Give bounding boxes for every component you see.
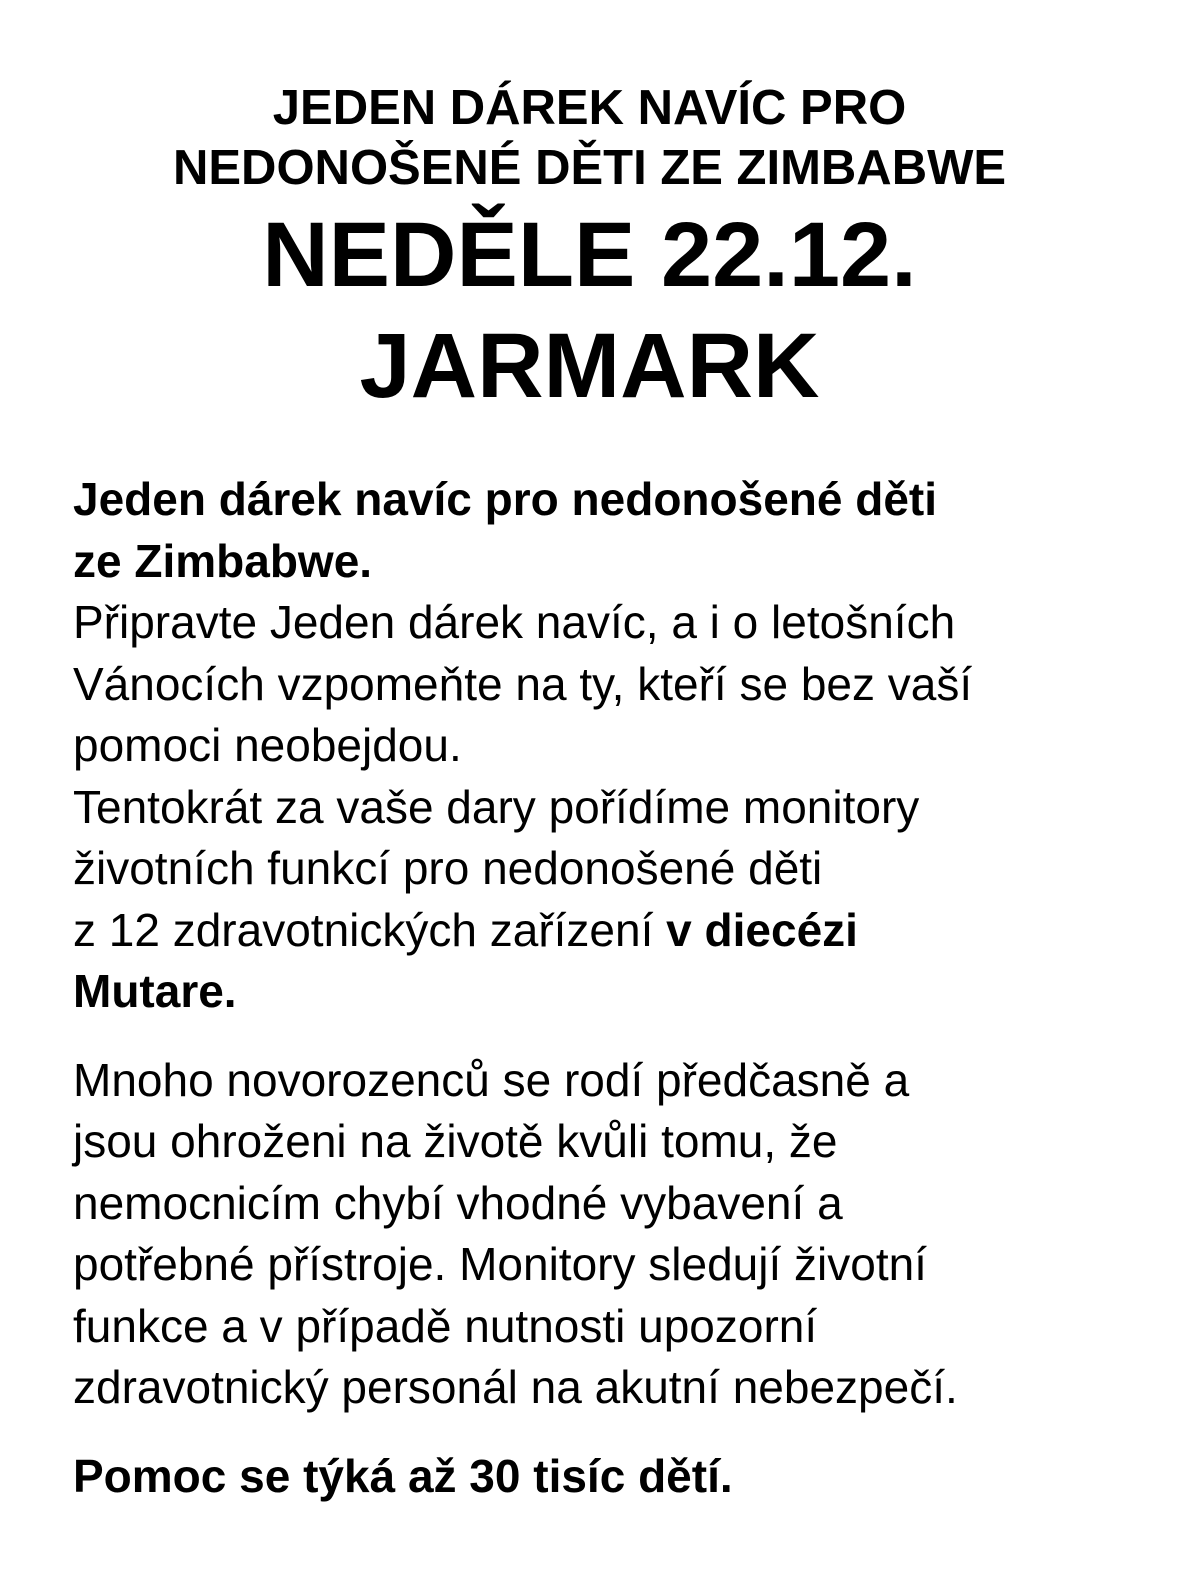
poster-header bbox=[0, 78, 1179, 422]
intro-text-line-4: Tentokrát za vaše dary pořídíme monitory bbox=[73, 780, 920, 833]
details-line-4: potřebné přístroje. Monitory sledují životní bbox=[73, 1238, 927, 1290]
intro-heading-line-2: ze Zimbabwe. bbox=[73, 534, 373, 587]
intro-text-line-1: Připravte Jeden dárek navíc, a i o letošních bbox=[73, 596, 956, 648]
intro-text-line-6-bold: v diecézi bbox=[666, 903, 858, 956]
intro-text-line-7: Mutare. bbox=[73, 965, 237, 1017]
details-line-3: nemocnicím chybí vhodné vybavení a bbox=[73, 1176, 843, 1229]
title-line-1: JEDEN DÁREK NAVÍC PRO bbox=[272, 81, 907, 135]
poster-body bbox=[73, 469, 1133, 1507]
paragraph-gap-2 bbox=[73, 1419, 1133, 1446]
event-date: NEDĚLE 22.12. bbox=[262, 204, 917, 306]
intro-text-line-6-normal: z 12 zdravotnických zařízení bbox=[73, 903, 667, 956]
intro-text-line-3: pomoci neobejdou. bbox=[73, 719, 462, 771]
intro-heading-line-1: Jeden dárek navíc pro nedonošené děti bbox=[73, 473, 938, 525]
intro-paragraph bbox=[73, 469, 1133, 1023]
details-paragraph bbox=[73, 1050, 1133, 1419]
event-name: JARMARK bbox=[359, 315, 820, 417]
details-line-1: Mnoho novorozenců se rodí předčasně a bbox=[73, 1053, 910, 1106]
intro-text-line-2: Vánocích vzpomeňte na ty, kteří se bez vaší bbox=[73, 657, 973, 710]
details-line-5: funkce a v případě nutnosti upozorní bbox=[73, 1299, 818, 1352]
intro-text-line-6 bbox=[73, 900, 1133, 962]
closing-text: Pomoc se týká až 30 tisíc dětí. bbox=[73, 1449, 733, 1502]
details-line-6: zdravotnický personál na akutní nebezpečí. bbox=[73, 1361, 958, 1413]
closing-paragraph bbox=[73, 1446, 1133, 1508]
paragraph-gap bbox=[73, 1023, 1133, 1050]
intro-text-line-5: životních funkcí pro nedonošené děti bbox=[73, 842, 823, 894]
details-line-2: jsou ohroženi na životě kvůli tomu, že bbox=[73, 1115, 838, 1167]
title-line-2: NEDONOŠENÉ DĚTI ZE ZIMBABWE bbox=[172, 141, 1007, 195]
